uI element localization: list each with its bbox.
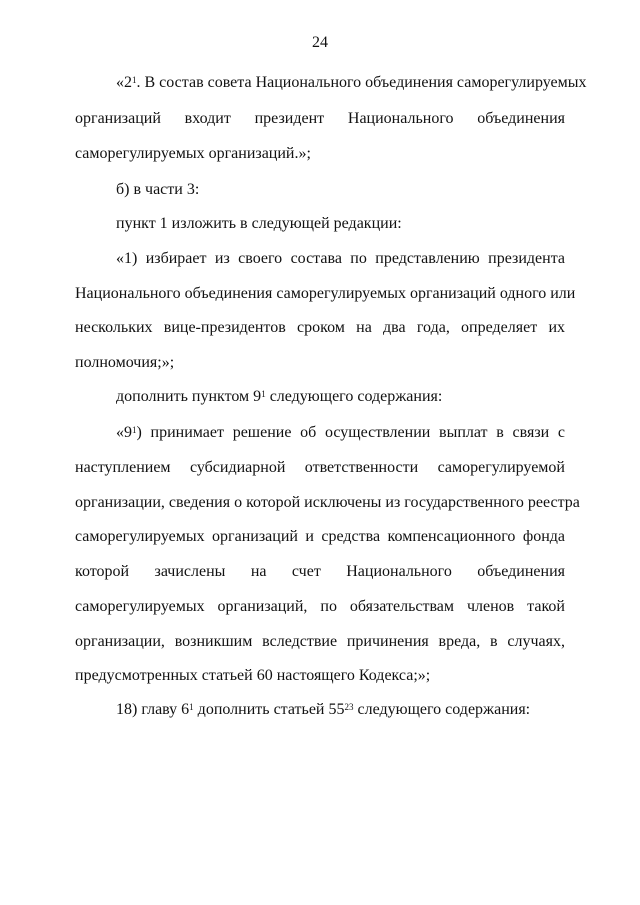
text-line (75, 284, 576, 304)
text-segment: ) принимает решение об осуществлении выплат в связи с (136, 424, 565, 441)
text-line (75, 493, 580, 513)
text-segment: организации, возникшим вследствие причинения вреда, в случаях, (75, 633, 565, 650)
text-line (75, 318, 565, 338)
text-line (75, 458, 565, 478)
text-line (75, 353, 565, 373)
page-number: 24 (312, 34, 328, 51)
text-segment: саморегулируемых организаций, по обязательствам членов такой (75, 598, 565, 615)
text-segment: саморегулируемых организаций.»; (75, 145, 311, 162)
text-segment: б) в части 3: (116, 181, 200, 198)
text-line (116, 214, 565, 234)
superscript: 1 (261, 389, 266, 399)
text-segment: «1) избирает из своего состава по представлению президента (116, 250, 565, 267)
text-segment: полномочия;»; (75, 354, 175, 371)
superscript: 1 (132, 75, 137, 85)
text-line (75, 527, 565, 547)
superscript: 23 (344, 702, 354, 712)
text-segment: наступлением субсидиарной ответственности саморегулируемой (75, 459, 565, 476)
superscript: 1 (189, 702, 194, 712)
text-line (75, 109, 565, 129)
text-line (116, 73, 587, 93)
text-line (116, 249, 565, 269)
text-segment: дополнить статьей 55 (193, 701, 345, 718)
text-line (75, 666, 565, 686)
text-segment: которой зачислены на счет Национального объединения (75, 563, 565, 580)
text-segment: предусмотренных статьей 60 настоящего Кодекса;»; (75, 667, 431, 684)
text-segment: дополнить пунктом 9 (116, 388, 262, 405)
text-segment: . В состав совета Национального объединения саморегулируемых (136, 74, 587, 91)
text-segment: пункт 1 изложить в следующей редакции: (116, 215, 402, 232)
text-line (75, 632, 565, 652)
text-segment: саморегулируемых организаций и средства компенсационного фонда (75, 528, 565, 545)
text-line (75, 562, 565, 582)
text-segment: Национального объединения саморегулируемых организаций одного или (75, 285, 576, 302)
text-line (116, 387, 565, 407)
superscript: 1 (132, 425, 137, 435)
text-line (75, 597, 565, 617)
text-segment: 18) главу 6 (116, 701, 190, 718)
text-segment: «9 (116, 424, 132, 441)
text-segment: «2 (116, 74, 132, 91)
text-segment: следующего содержания: (265, 388, 443, 405)
text-segment: следующего содержания: (353, 701, 531, 718)
text-segment: организаций входит президент Национального объединения (75, 110, 565, 127)
text-line (75, 144, 565, 164)
text-segment: нескольких вице-президентов сроком на два года, определяет их (75, 319, 565, 336)
text-line (116, 700, 565, 720)
text-segment: организации, сведения о которой исключены из государственного реестра (75, 494, 580, 511)
text-line (116, 423, 565, 443)
text-line (116, 180, 565, 200)
